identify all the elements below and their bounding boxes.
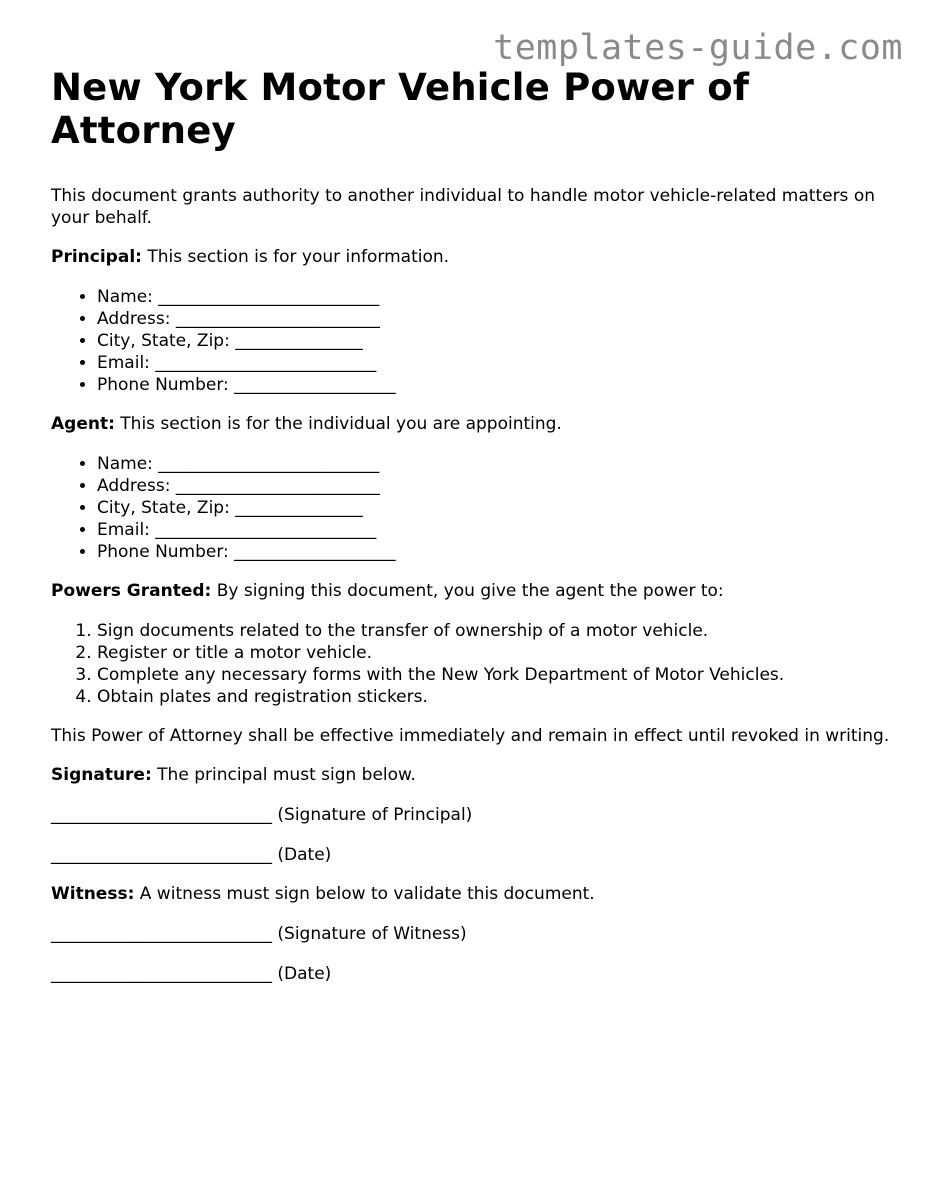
document-title: New York Motor Vehicle Power of Attorney xyxy=(51,66,750,152)
agent-phone-field: • Phone Number: ___________________ xyxy=(97,541,891,563)
witness-label: Witness: xyxy=(51,884,135,904)
agent-email-field: • Email: __________________________ xyxy=(97,519,891,541)
agent-name-field: • Name: __________________________ xyxy=(97,453,891,475)
powers-description: By signing this document, you give the agent the power to: xyxy=(211,581,724,601)
principal-description: This section is for your information. xyxy=(141,247,450,267)
power-item: 4. Obtain plates and registration stickers. xyxy=(97,686,891,708)
agent-city-state-zip-field: • City, State, Zip: _______________ xyxy=(97,497,891,519)
signature-label: Signature: xyxy=(51,765,152,785)
principal-city-state-zip-field: • City, State, Zip: _______________ xyxy=(97,330,891,352)
document-page xyxy=(51,66,891,985)
principal-email-field: • Email: __________________________ xyxy=(97,352,891,374)
signature-heading xyxy=(51,764,891,786)
agent-address-field: • Address: ________________________ xyxy=(97,475,891,497)
signature-description: The principal must sign below. xyxy=(151,765,416,785)
powers-heading xyxy=(51,580,891,602)
power-item: 2. Register or title a motor vehicle. xyxy=(97,642,891,664)
principal-fields-list xyxy=(51,286,891,396)
powers-label: Powers Granted: xyxy=(51,581,212,601)
witness-heading xyxy=(51,883,891,905)
principal-address-field: • Address: ________________________ xyxy=(97,308,891,330)
witness-description: A witness must sign below to validate this document. xyxy=(134,884,595,904)
principal-heading xyxy=(51,246,891,268)
principal-label: Principal: xyxy=(51,247,142,267)
witness-date-line: __________________________ (Date) xyxy=(51,964,332,984)
effective-paragraph: This Power of Attorney shall be effective immediately and remain in effect until revoked in writing. xyxy=(51,726,890,746)
powers-list xyxy=(51,620,891,708)
power-item: 3. Complete any necessary forms with the New York Department of Motor Vehicles. xyxy=(97,664,891,686)
principal-signature-line: __________________________ (Signature of Principal) xyxy=(51,805,473,825)
witness-signature-line: __________________________ (Signature of Witness) xyxy=(51,924,467,944)
agent-label: Agent: xyxy=(51,414,115,434)
agent-description: This section is for the individual you are appointing. xyxy=(114,414,562,434)
agent-heading xyxy=(51,413,891,435)
intro-paragraph: This document grants authority to another individual to handle motor vehicle-related matters on your behalf. xyxy=(51,186,875,228)
principal-phone-field: • Phone Number: ___________________ xyxy=(97,374,891,396)
agent-fields-list xyxy=(51,453,891,563)
watermark: templates-guide.com xyxy=(493,28,903,68)
principal-name-field: • Name: __________________________ xyxy=(97,286,891,308)
power-item: 1. Sign documents related to the transfer of ownership of a motor vehicle. xyxy=(97,620,891,642)
principal-date-line: __________________________ (Date) xyxy=(51,845,332,865)
